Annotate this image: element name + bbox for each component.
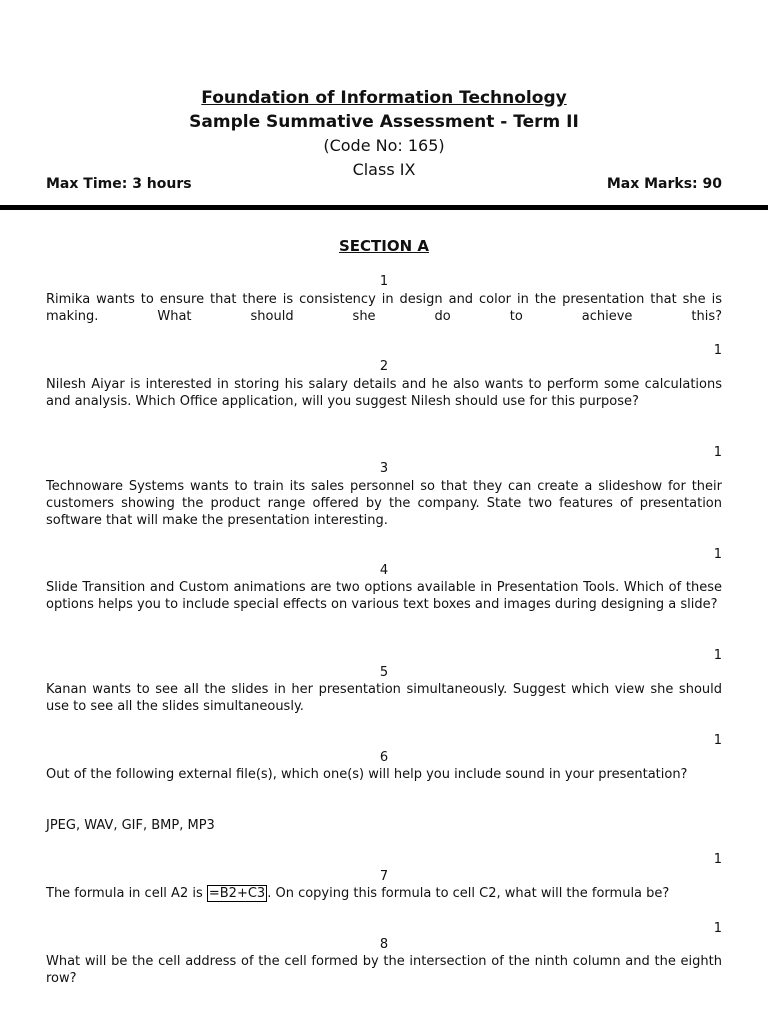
subject-code: (Code No: 165) (323, 136, 445, 155)
class-name: Class IX (352, 160, 416, 179)
question-text: Rimika wants to ensure that there is consistency in design and color in the presentation that she is making. What should she do to achieve this? (46, 292, 722, 324)
question-number: 4 (379, 563, 389, 578)
question-number: 7 (379, 869, 389, 884)
document-subtitle: Sample Summative Assessment - Term II (189, 112, 579, 132)
question-number: 6 (379, 750, 389, 765)
question-text: Technoware Systems wants to train its sales personnel so that they can create a slideshow for their customers showing the product range offered by the company. State two features of presentation software that will make the presentation interesting. (46, 479, 722, 528)
exam-meta (46, 176, 722, 198)
question-text (46, 885, 722, 902)
question-marks: 1 (713, 648, 722, 663)
max-marks: Max Marks: 90 (606, 176, 722, 192)
question-text-before: The formula in cell A2 is (46, 886, 207, 901)
document-title: Foundation of Information Technology (201, 88, 567, 108)
header-divider (0, 205, 768, 210)
question-marks: 1 (713, 733, 722, 748)
question-options: JPEG, WAV, GIF, BMP, MP3 (46, 818, 215, 833)
question-number: 8 (379, 937, 389, 952)
formula-box: =B2+C3 (208, 886, 266, 901)
question-number: 1 (379, 274, 389, 289)
question-marks: 1 (713, 343, 722, 358)
question-marks: 1 (713, 547, 722, 562)
question-marks: 1 (713, 852, 722, 867)
question-text: Kanan wants to see all the slides in her presentation simultaneously. Suggest which view she should use to see all the slides simultaneously. (46, 682, 722, 714)
question-text: What will be the cell address of the cell formed by the intersection of the ninth column and the eighth row? (46, 954, 722, 986)
question-number: 5 (379, 665, 389, 680)
question-text: Out of the following external file(s), which one(s) will help you include sound in your presentation? (46, 767, 688, 782)
question-text-after: . On copying this formula to cell C2, what will the formula be? (267, 886, 670, 901)
question-number: 2 (379, 359, 389, 374)
max-time: Max Time: 3 hours (46, 176, 192, 192)
question-marks: 1 (713, 445, 722, 460)
question-marks: 1 (713, 921, 722, 936)
question-text: Slide Transition and Custom animations are two options available in Presentation Tools. Which of these options helps you to include special effects on various text boxes and images during designing a slide? (46, 580, 722, 612)
section-title: SECTION A (338, 237, 429, 255)
document-header (0, 86, 768, 182)
question-text: Nilesh Aiyar is interested in storing his salary details and he also wants to perform some calculations and analysis. Which Office application, will you suggest Nilesh should use for this purpose? (46, 377, 722, 409)
question-number: 3 (379, 461, 389, 476)
